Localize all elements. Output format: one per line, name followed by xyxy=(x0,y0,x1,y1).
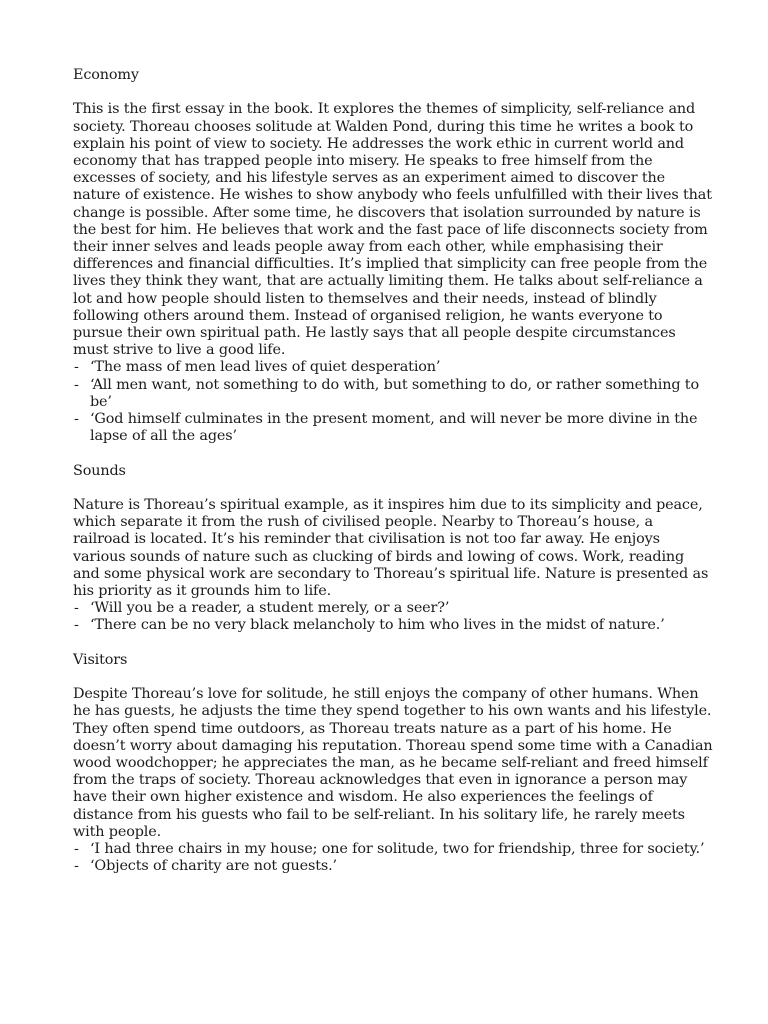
section-economy xyxy=(73,67,713,445)
quote-item xyxy=(73,841,713,858)
quote-item xyxy=(73,858,713,875)
section-sounds xyxy=(73,463,713,635)
quote-list xyxy=(73,359,713,445)
section-body: This is the first essay in the book. It explores the themes of simplicity, self-reliance and society. Thoreau chooses solitude at Walden Pond, during this time he writes a book to explain his point of view to society. He addresses the work ethic in current world and economy that has trapped people into misery. He speaks to free himself from the excesses of society, and his lifestyle serves as an experiment aimed to discover the nature of existence. He wishes to show anybody who feels unfulfilled with their lives that change is possible. After some time, he discovers that isolation surrounded by nature is the best for him. He believes that work and the fast pace of life disconnects society from their inner selves and leads people away from each other, while emphasising their differences and financial difficulties. It’s implied that simplicity can free people from the lives they think they want, that are actually limiting them. He talks about self-reliance a lot and how people should listen to themselves and their needs, instead of blindly following others around them. Instead of organised religion, he wants everyone to pursue their own spiritual path. He lastly says that all people despite circumstances must strive to live a good life. xyxy=(73,101,712,359)
document-page xyxy=(73,67,713,875)
bullet-dash: - xyxy=(74,411,79,428)
bullet-dash: - xyxy=(74,858,79,875)
quote-text: ‘The mass of men lead lives of quiet desperation’ xyxy=(90,359,441,376)
bullet-dash: - xyxy=(74,841,79,858)
section-heading: Sounds xyxy=(73,462,126,479)
bullet-dash: - xyxy=(74,376,79,393)
section-body: Nature is Thoreau’s spiritual example, as it inspires him due to its simplicity and peace, which separate it from the rush of civilised people. Nearby to Thoreau’s house, a railroad is located. It’s his reminder that civilisation is not too far away. He enjoys various sounds of nature such as clucking of birds and lowing of cows. Work, reading and some physical work are secondary to Thoreau’s spiritual life. Nature is presented as his priority as it grounds him to life. xyxy=(73,497,709,600)
spacer xyxy=(73,480,713,497)
bullet-dash: - xyxy=(74,359,79,376)
quote-text: ‘There can be no very black melancholy to him who lives in the midst of nature.’ xyxy=(90,617,665,634)
quote-text: ‘God himself culminates in the present moment, and will never be more divine in the lapse of all the ages’ xyxy=(90,411,698,445)
section-heading: Economy xyxy=(73,67,139,83)
quote-list xyxy=(73,841,713,875)
quote-item xyxy=(73,617,713,634)
section-visitors xyxy=(73,652,713,876)
quote-item xyxy=(73,600,713,617)
spacer xyxy=(73,84,713,101)
quote-list xyxy=(73,600,713,634)
quote-text: ‘Objects of charity are not guests.’ xyxy=(90,858,337,875)
quote-text: ‘Will you be a reader, a student merely, or a seer?’ xyxy=(90,600,450,617)
bullet-dash: - xyxy=(74,600,79,617)
section-body: Despite Thoreau’s love for solitude, he still enjoys the company of other humans. When he has guests, he adjusts the time they spend together to his own wants and his lifestyle. They often spend time outdoors, as Thoreau treats nature as a part of his home. He doesn’t worry about damaging his reputation. Thoreau spend some time with a Canadian wood woodchopper; he appreciates the man, as he became self-reliant and freed himself from the traps of society. Thoreau acknowledges that even in ignorance a person may have their own higher existence and wisdom. He also experiences the feelings of distance from his guests who fail to be self-reliant. In his solitary life, he rarely meets with people. xyxy=(73,686,713,840)
quote-item xyxy=(73,411,713,445)
spacer xyxy=(73,635,713,652)
quote-item xyxy=(73,377,713,411)
bullet-dash: - xyxy=(74,617,79,634)
quote-text: ‘All men want, not something to do with, but something to do, or rather something to be’ xyxy=(90,376,699,410)
section-heading: Visitors xyxy=(73,651,128,668)
spacer xyxy=(73,669,713,686)
quote-item xyxy=(73,359,713,376)
spacer xyxy=(73,445,713,462)
quote-text: ‘I had three chairs in my house; one for solitude, two for friendship, three for society.’ xyxy=(90,841,705,858)
